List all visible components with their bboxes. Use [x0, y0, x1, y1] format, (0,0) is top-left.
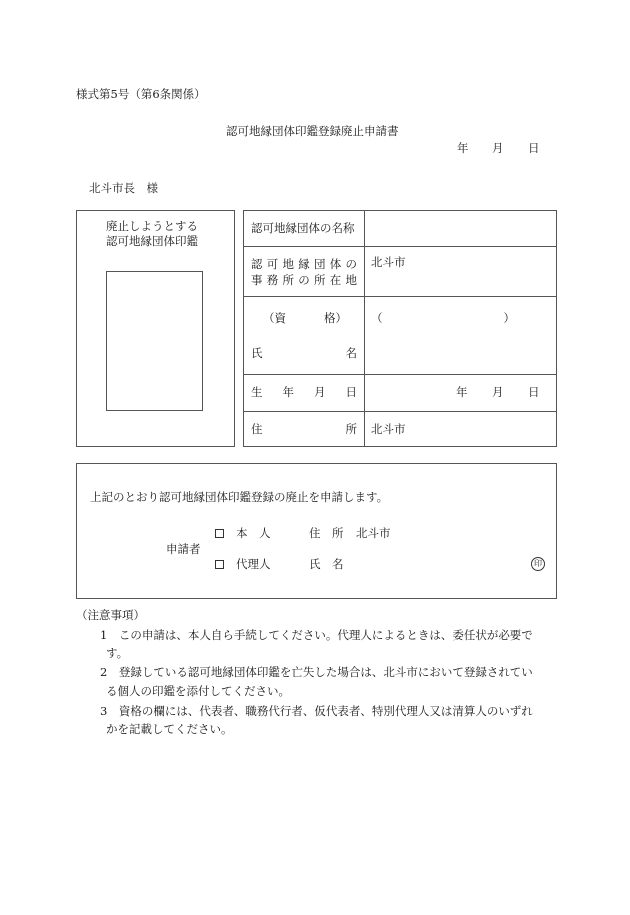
- seal-panel-caption-line1: 廃止しようとする: [106, 219, 198, 233]
- note-line: 1 この申請は、本人自ら手続してください。代理人によるときは、委任状が必要で: [100, 628, 533, 642]
- birth-date-label: 生 年 月 日: [251, 385, 357, 399]
- applicant-name-field[interactable]: [356, 553, 516, 573]
- declaration-statement: 上記のとおり認可地縁団体印鑑登録の廃止を申請します。: [90, 490, 389, 504]
- address-label: 住 所: [251, 422, 357, 436]
- birth-day-label: 日: [528, 385, 540, 399]
- applicant-address-label: 住 所: [309, 526, 344, 540]
- date-month-label: 月: [492, 141, 504, 155]
- row-divider: [243, 296, 557, 297]
- birth-year-label: 年: [456, 385, 468, 399]
- representative-name-field[interactable]: [368, 334, 552, 364]
- row-divider: [243, 411, 557, 412]
- applicant-address-value[interactable]: 北斗市: [356, 526, 391, 540]
- principal-label: 本 人: [236, 526, 271, 540]
- org-address-value[interactable]: 北斗市: [371, 255, 406, 269]
- seal-stamp-icon: 印: [531, 557, 545, 571]
- addressee: 北斗市長 様: [89, 181, 158, 195]
- form-title: 認可地縁団体印鑑登録廃止申請書: [226, 124, 399, 138]
- org-name-label: 認可地縁団体の名称: [251, 221, 355, 235]
- date-day-label: 日: [528, 141, 540, 155]
- representative-name-label: 氏 名: [251, 346, 357, 360]
- row-divider: [243, 374, 557, 375]
- org-address-label-line2: 事 務 所 の 所 在 地: [251, 273, 357, 287]
- applicant-name-label: 氏 名: [309, 557, 344, 571]
- org-name-field[interactable]: [368, 214, 552, 242]
- agent-label: 代理人: [236, 557, 271, 571]
- qualification-field[interactable]: （ ）: [371, 311, 515, 325]
- note-line: す。: [106, 646, 129, 660]
- notes-heading: （注意事項）: [76, 608, 145, 622]
- date-year-label: 年: [457, 141, 469, 155]
- note-line: 2 登録している認可地縁団体印鑑を亡失した場合は、北斗市において登録されてい: [100, 665, 533, 679]
- org-address-label-line1: 認 可 地 縁 団 体 の: [251, 257, 357, 271]
- form-number: 様式第5号（第6条関係）: [76, 87, 206, 101]
- birth-month-label: 月: [492, 385, 504, 399]
- agent-checkbox[interactable]: [215, 560, 224, 569]
- seal-panel-caption-line2: 認可地縁団体印鑑: [106, 234, 198, 248]
- principal-checkbox[interactable]: [215, 529, 224, 538]
- applicant-label: 申請者: [166, 542, 201, 556]
- note-line: かを記載してください。: [106, 722, 233, 736]
- seal-impression-box[interactable]: [106, 271, 203, 411]
- note-line: 3 資格の欄には、代表者、職務代行者、仮代表者、特別代理人又は清算人のいずれ: [100, 704, 533, 718]
- note-line: る個人の印鑑を添付してください。: [106, 684, 290, 698]
- qualification-label: （資 格）: [263, 311, 347, 325]
- address-value[interactable]: 北斗市: [371, 422, 406, 436]
- row-divider: [243, 246, 557, 247]
